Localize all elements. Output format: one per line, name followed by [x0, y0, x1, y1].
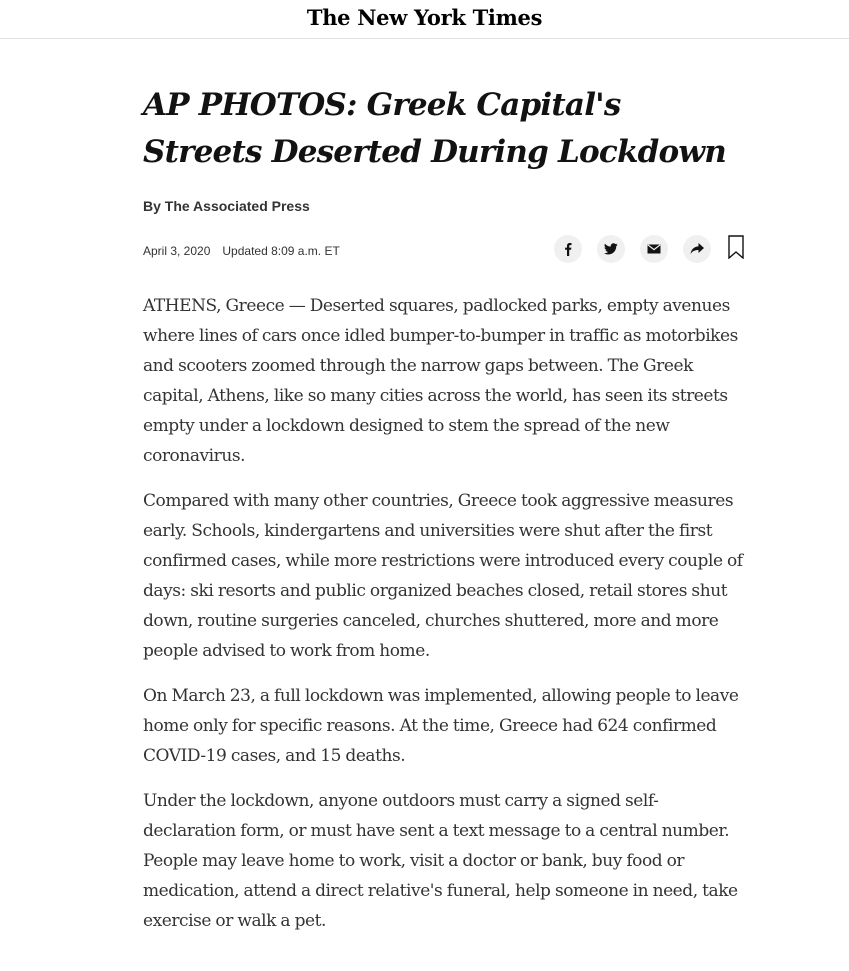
- paragraph: Compared with many other countries, Greece took aggressive measures early. Schools, kindergartens and universities were shut after the first confirmed cases, while more restrictions were introduced every couple of days: ski resorts and public organized beaches closed, retail stores shut down, routine surgeries canceled, churches shuttered, more and more people advised to work from home.: [143, 491, 743, 661]
- paragraph: Under the lockdown, anyone outdoors must carry a signed self-declaration form, or must have sent a text message to a central number. People may leave home to work, visit a doctor or bank, buy food or medication, attend a direct relative's funeral, help someone in need, take exercise or walk a pet.: [143, 791, 738, 931]
- twitter-icon: [604, 243, 618, 255]
- paragraph: ATHENS, Greece — Deserted squares, padlocked parks, empty avenues where lines of cars once idled bumper-to-bumper in traffic as motorbikes and scooters zoomed through the narrow gaps between. The Greek capital, Athens, like so many cities across the world, has seen its streets empty under a lockdown designed to stem the spread of the new coronavirus.: [143, 296, 738, 466]
- masthead: [0, 0, 849, 39]
- twitter-share-button[interactable]: [597, 235, 625, 263]
- nyt-logo[interactable]: The New York Times: [306, 5, 543, 30]
- email-share-button[interactable]: [640, 235, 668, 263]
- email-icon: [647, 244, 661, 254]
- meta-row: [143, 234, 745, 264]
- dateline: [143, 244, 340, 258]
- share-icon: [690, 243, 704, 255]
- bookmark-icon: [728, 235, 744, 264]
- share-tools: [554, 235, 745, 263]
- paragraph: On March 23, a full lockdown was implemented, allowing people to leave home only for specific reasons. At the time, Greece had 624 confirmed COVID-19 cases, and 15 deaths.: [143, 686, 739, 766]
- publish-date: April 3, 2020: [143, 243, 211, 258]
- article-body: [143, 291, 745, 936]
- facebook-icon: [561, 242, 575, 256]
- facebook-share-button[interactable]: [554, 235, 582, 263]
- article: [143, 82, 745, 951]
- more-share-button[interactable]: [683, 235, 711, 263]
- updated-time: Updated 8:09 a.m. ET: [222, 243, 340, 258]
- headline: AP PHOTOS: Greek Capital's Streets Deserted During Lockdown: [143, 87, 727, 170]
- save-bookmark-button[interactable]: [727, 236, 745, 262]
- byline: By The Associated Press: [143, 198, 310, 214]
